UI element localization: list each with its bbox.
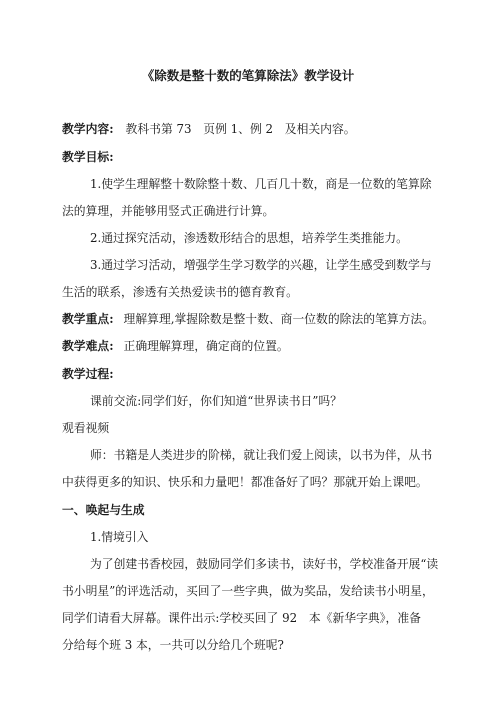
paragraph-video: 观看视频 bbox=[62, 421, 110, 435]
section-heading-1: 一、唤起与生成 bbox=[62, 503, 145, 517]
paragraph-scenario-line1: 为了创建书香校园，鼓励同学们多读书，读好书，学校准备开展“读 bbox=[90, 557, 439, 571]
key-line bbox=[62, 311, 462, 327]
key-text: 理解算理,掌握除数是整十数、商一位数的除法的笔算方法。 bbox=[123, 312, 435, 326]
content-text: 教科书第 73 页例 1、例 2 及相关内容。 bbox=[125, 122, 356, 136]
goal1-line1: 1.使学生理解整十数除整十数、几百几十数，商是一位数的笔算除 bbox=[90, 177, 432, 191]
goals-label: 教学目标: bbox=[62, 150, 114, 164]
paragraph-scenario-line4: 分给每个班 3 本，一共可以分给几个班呢? bbox=[62, 638, 284, 652]
paragraph-scenario-line3: 同学们请看大屏幕。课件出示:学校买回了 92 本《新华字典》，准备 bbox=[62, 611, 421, 625]
content-label: 教学内容: bbox=[62, 122, 114, 136]
goal1-line2: 法的算理，并能够用竖式正确进行计算。 bbox=[62, 204, 275, 218]
difficulty-line bbox=[62, 338, 462, 354]
paragraph-scenario-line2: 书小明星”的评选活动，买回了一些字典，做为奖品，发给读书小明星， bbox=[62, 584, 434, 598]
goal2: 2.通过探究活动，渗透数形结合的思想，培养学生类推能力。 bbox=[90, 231, 408, 245]
difficulty-label: 教学难点: bbox=[62, 339, 114, 353]
process-label: 教学过程: bbox=[62, 367, 114, 381]
content-line bbox=[62, 121, 462, 137]
subheading-1: 1.情境引入 bbox=[90, 530, 149, 544]
paragraph-teacher-line1: 师：书籍是人类进步的阶梯，就让我们爱上阅读，以书为伴，从书 bbox=[90, 448, 433, 462]
goal3-line2: 生活的联系，渗透有关热爱读书的德育教育。 bbox=[62, 285, 298, 299]
goal3-line1: 3.通过学习活动，增强学生学习数学的兴趣，让学生感受到数学与 bbox=[90, 258, 432, 272]
difficulty-text: 正确理解算理，确定商的位置。 bbox=[123, 339, 289, 353]
key-label: 教学重点: bbox=[62, 312, 114, 326]
paragraph-teacher-line2: 中获得更多的知识、快乐和力量吧！都准备好了吗？那就开始上课吧。 bbox=[62, 475, 428, 489]
document-title: 《除数是整十数的笔算除法》教学设计 bbox=[141, 68, 355, 83]
paragraph-pre-class: 课前交流:同学们好，你们知道“世界读书日”吗？ bbox=[90, 394, 342, 408]
